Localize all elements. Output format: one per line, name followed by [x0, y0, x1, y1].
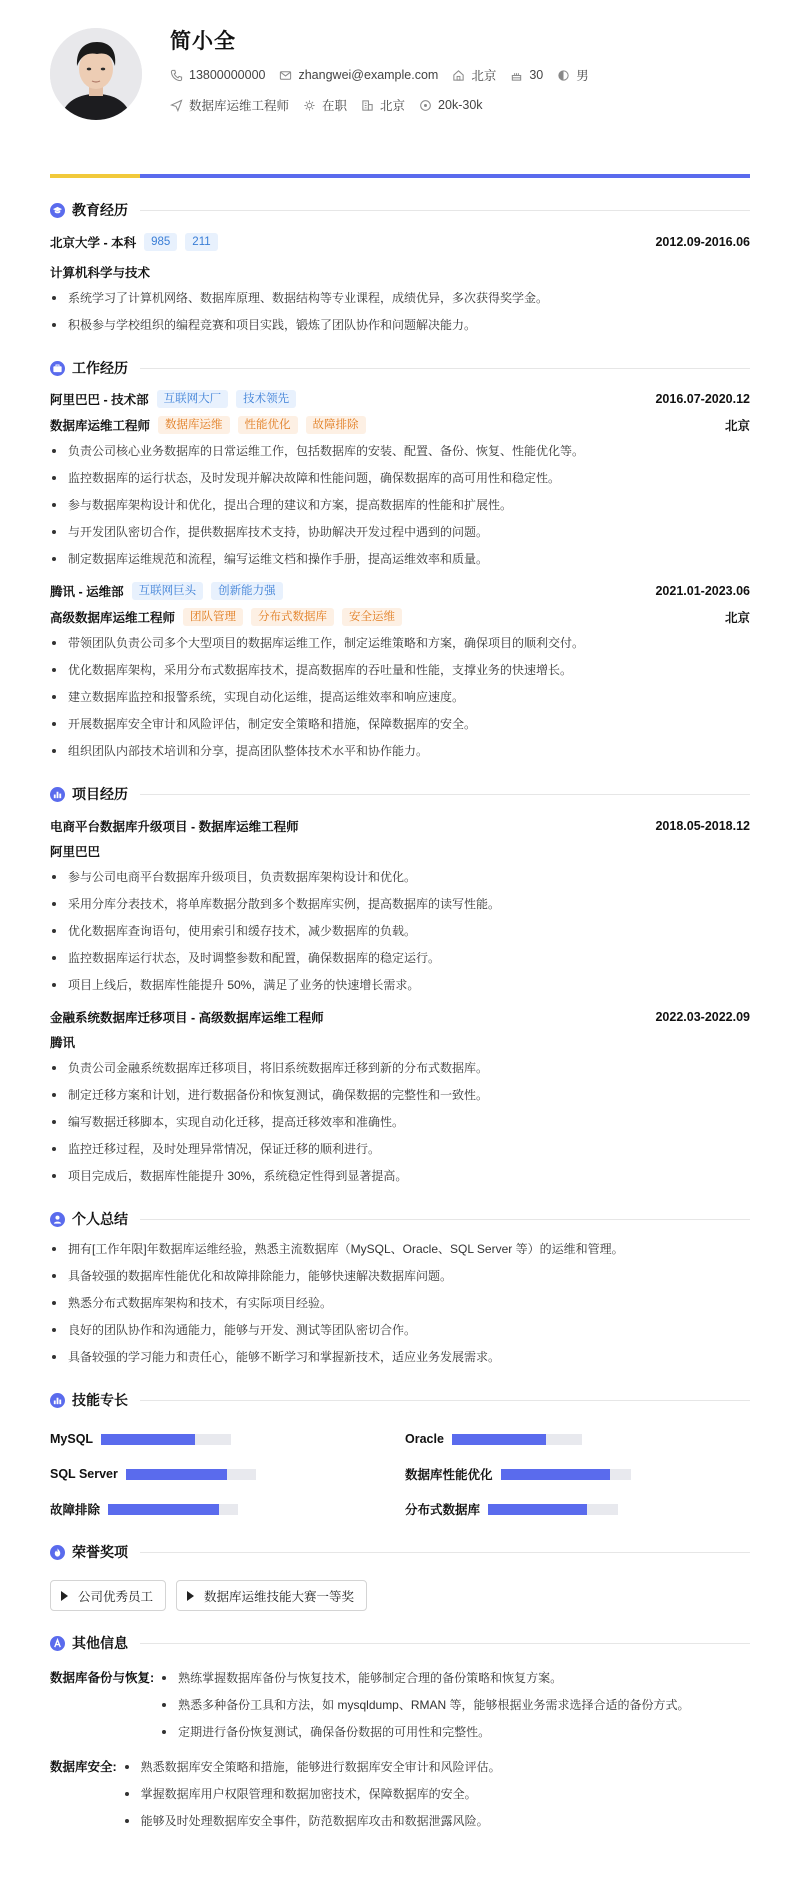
section-title: 其他信息: [72, 1635, 128, 1651]
skill-name: 数据库性能优化: [405, 1468, 493, 1482]
skill-level-bar: [452, 1434, 582, 1445]
list-item: 优化数据库查询语句，使用索引和缓存技术，减少数据库的负载。: [50, 923, 750, 939]
list-item: 负责公司金融系统数据库迁移项目，将旧系统数据库迁移到新的分布式数据库。: [50, 1060, 750, 1076]
work-date: 2021.01-2023.06: [655, 584, 750, 598]
building-icon: [361, 99, 374, 112]
skill-name: 分布式数据库: [405, 1503, 481, 1517]
list-item: 制定迁移方案和计划，进行数据备份和恢复测试，确保数据的完整性和一致性。: [50, 1087, 750, 1103]
project-company: 阿里巴巴: [50, 845, 101, 859]
work-entry: [50, 581, 750, 759]
city: 北京: [471, 69, 497, 83]
graduation-cap-icon: [50, 203, 65, 218]
skill-item: [405, 1430, 705, 1448]
section-title: 技能专长: [72, 1392, 128, 1408]
email-icon: [279, 69, 292, 82]
section-skills: [50, 1390, 750, 1410]
work-location: 北京: [724, 419, 750, 433]
target-position: 数据库运维工程师: [189, 99, 290, 113]
skill-name: SQL Server: [50, 1467, 118, 1481]
work-date: 2016.07-2020.12: [655, 392, 750, 406]
education-date: 2012.09-2016.06: [655, 235, 750, 249]
job-title: 数据库运维工程师: [50, 419, 151, 433]
phone-icon: [170, 69, 183, 82]
list-item: 参与公司电商平台数据库升级项目，负责数据库架构设计和优化。: [50, 869, 750, 885]
contact-row: [170, 66, 603, 84]
project-title: 金融系统数据库迁移项目 - 高级数据库运维工程师: [50, 1011, 324, 1025]
list-item: 具备较强的数据库性能优化和故障排除能力，能够快速解决数据库问题。: [50, 1268, 750, 1284]
section-summary: [50, 1209, 750, 1229]
list-item: 监控数据库运行状态，及时调整参数和配置，确保数据库的稳定运行。: [50, 950, 750, 966]
skill-name: 故障排除: [50, 1503, 101, 1517]
list-item: 熟悉分布式数据库架构和技术，有实际项目经验。: [50, 1295, 750, 1311]
candidate-name: 简小全: [170, 30, 236, 53]
job-status: 在职: [322, 99, 348, 113]
other-label: 数据库安全:: [50, 1760, 117, 1774]
skill-name: MySQL: [50, 1432, 94, 1446]
list-item: 组织团队内部技术培训和分享，提高团队整体技术水平和协作能力。: [50, 743, 750, 759]
skill-tag: 分布式数据库: [251, 608, 334, 626]
section-title: 个人总结: [72, 1211, 128, 1227]
section-work: [50, 358, 750, 378]
honors-list: [50, 1580, 750, 1611]
home-icon: [452, 69, 465, 82]
header-divider: [50, 174, 750, 178]
list-item: 监控迁移过程，及时处理异常情况，保证迁移的顺利进行。: [50, 1141, 750, 1157]
list-item: 具备较强的学习能力和责任心，能够不断学习和掌握新技术，适应业务发展需求。: [50, 1349, 750, 1365]
list-item: 熟悉多种备份工具和方法，如 mysqldump、RMAN 等，能够根据业务需求选择合适的备份方式。: [160, 1697, 689, 1713]
skill-item: [50, 1465, 405, 1483]
skill-item: [405, 1465, 705, 1483]
award-icon: [50, 1545, 65, 1560]
skill-tag: 安全运维: [342, 608, 402, 626]
skill-tag: 故障排除: [306, 416, 366, 434]
education-entry: [50, 232, 750, 333]
company-name: 腾讯 - 运维部: [50, 585, 124, 599]
skill-level-bar: [126, 1469, 256, 1480]
expected-city: 北京: [380, 99, 406, 113]
gender-icon: [557, 69, 570, 82]
play-icon: [61, 1591, 68, 1601]
skill-item: [50, 1430, 405, 1448]
avatar: [50, 28, 142, 120]
briefcase-icon: [50, 361, 65, 376]
skill-level-bar: [488, 1504, 618, 1515]
play-icon: [187, 1591, 194, 1601]
skill-tag: 团队管理: [183, 608, 243, 626]
list-item: 监控数据库的运行状态，及时发现并解决故障和性能问题，确保数据库的高可用性和稳定性。: [50, 470, 750, 486]
list-item: 负责公司核心业务数据库的日常运维工作，包括数据库的安装、配置、备份、恢复、性能优化等。: [50, 443, 750, 459]
user-icon: [50, 1212, 65, 1227]
list-item: 与开发团队密切合作，提供数据库技术支持，协助解决开发过程中遇到的问题。: [50, 524, 750, 540]
company-tag: 互联网巨头: [132, 582, 204, 600]
honor-label: 公司优秀员工: [78, 1589, 154, 1604]
school-tag: 985: [144, 233, 177, 251]
project-date: 2022.03-2022.09: [655, 1010, 750, 1024]
section-title: 荣誉奖项: [72, 1544, 128, 1560]
honor-item: [176, 1580, 367, 1611]
list-item: 优化数据库架构，采用分布式数据库技术，提高数据库的吞吐量和性能，支撑业务的快速增长。: [50, 662, 750, 678]
summary-list: [50, 1241, 750, 1365]
skill-level-bar: [501, 1469, 631, 1480]
list-item: 熟练掌握数据库备份与恢复技术，能够制定合理的备份策略和恢复方案。: [160, 1670, 689, 1686]
email-address: zhangwei@example.com: [298, 68, 439, 82]
skill-item: [50, 1500, 405, 1518]
section-projects: [50, 784, 750, 804]
skill-item: [405, 1500, 705, 1518]
section-title: 工作经历: [72, 360, 128, 376]
age: 30: [529, 68, 544, 82]
expected-salary: 20k-30k: [438, 98, 483, 112]
project-title: 电商平台数据库升级项目 - 数据库运维工程师: [50, 820, 299, 834]
skill-name: Oracle: [405, 1432, 444, 1446]
other-item: [50, 1759, 750, 1840]
skill-level-bar: [108, 1504, 238, 1515]
skills-grid: [50, 1430, 750, 1518]
list-item: 掌握数据库用户权限管理和数据加密技术，保障数据库的安全。: [123, 1786, 501, 1802]
company-tag: 技术领先: [236, 390, 296, 408]
gender: 男: [576, 69, 589, 83]
resume-header: [50, 28, 750, 140]
phone-number: 13800000000: [189, 68, 266, 82]
list-item: 带领团队负责公司多个大型项目的数据库运维工作，制定运维策略和方案，确保项目的顺利交付。: [50, 635, 750, 651]
honor-label: 数据库运维技能大赛一等奖: [204, 1589, 355, 1604]
status-icon: [303, 99, 316, 112]
list-item: 系统学习了计算机网络、数据库原理、数据结构等专业课程，成绩优异，多次获得奖学金。: [50, 290, 750, 306]
bar-chart-icon: [50, 787, 65, 802]
salary-icon: [419, 99, 432, 112]
school-name: 北京大学 - 本科: [50, 236, 137, 250]
work-entry: [50, 389, 750, 567]
bar-chart-icon: [50, 1393, 65, 1408]
list-item: 项目上线后，数据库性能提升 50%，满足了业务的快速增长需求。: [50, 977, 750, 993]
section-title: 教育经历: [72, 202, 128, 218]
section-title: 项目经历: [72, 786, 128, 802]
list-item: 参与数据库架构设计和优化，提出合理的建议和方案，提高数据库的性能和扩展性。: [50, 497, 750, 513]
skill-tag: 数据库运维: [158, 416, 230, 434]
list-item: 开展数据库安全审计和风险评估，制定安全策略和措施，保障数据库的安全。: [50, 716, 750, 732]
list-item: 积极参与学校组织的编程竞赛和项目实践，锻炼了团队协作和问题解决能力。: [50, 317, 750, 333]
list-item: 编写数据迁移脚本，实现自动化迁移，提高迁移效率和准确性。: [50, 1114, 750, 1130]
project-entry: [50, 816, 750, 993]
send-icon: [170, 99, 183, 112]
school-tag: 211: [185, 233, 217, 251]
list-item: 建立数据库监控和报警系统，实现自动化运维，提高运维效率和响应速度。: [50, 689, 750, 705]
letter-a-icon: [50, 1636, 65, 1651]
skill-level-bar: [101, 1434, 231, 1445]
project-company: 腾讯: [50, 1036, 76, 1050]
company-tag: 互联网大厂: [157, 390, 229, 408]
list-item: 能够及时处理数据库安全事件，防范数据库攻击和数据泄露风险。: [123, 1813, 501, 1829]
honor-item: [50, 1580, 166, 1611]
project-date: 2018.05-2018.12: [655, 819, 750, 833]
work-location: 北京: [724, 611, 750, 625]
age-icon: [510, 69, 523, 82]
other-label: 数据库备份与恢复:: [50, 1671, 155, 1685]
list-item: 良好的团队协作和沟通能力，能够与开发、测试等团队密切合作。: [50, 1322, 750, 1338]
section-education: [50, 200, 750, 220]
job-intent-row: [170, 96, 603, 114]
list-item: 定期进行备份恢复测试，确保备份数据的可用性和完整性。: [160, 1724, 689, 1740]
other-item: [50, 1670, 750, 1751]
list-item: 拥有[工作年限]年数据库运维经验，熟悉主流数据库（MySQL、Oracle、SQL Server 等）的运维和管理。: [50, 1241, 750, 1257]
job-title: 高级数据库运维工程师: [50, 611, 176, 625]
list-item: 制定数据库运维规范和流程，编写运维文档和操作手册，提高运维效率和质量。: [50, 551, 750, 567]
company-name: 阿里巴巴 - 技术部: [50, 393, 149, 407]
major: 计算机科学与技术: [50, 266, 151, 280]
company-tag: 创新能力强: [211, 582, 283, 600]
section-other: [50, 1633, 750, 1653]
skill-tag: 性能优化: [238, 416, 298, 434]
list-item: 项目完成后，数据库性能提升 30%，系统稳定性得到显著提高。: [50, 1168, 750, 1184]
project-entry: [50, 1007, 750, 1184]
section-honors: [50, 1542, 750, 1562]
list-item: 采用分库分表技术，将单库数据分散到多个数据库实例，提高数据库的读写性能。: [50, 896, 750, 912]
list-item: 熟悉数据库安全策略和措施，能够进行数据库安全审计和风险评估。: [123, 1759, 501, 1775]
